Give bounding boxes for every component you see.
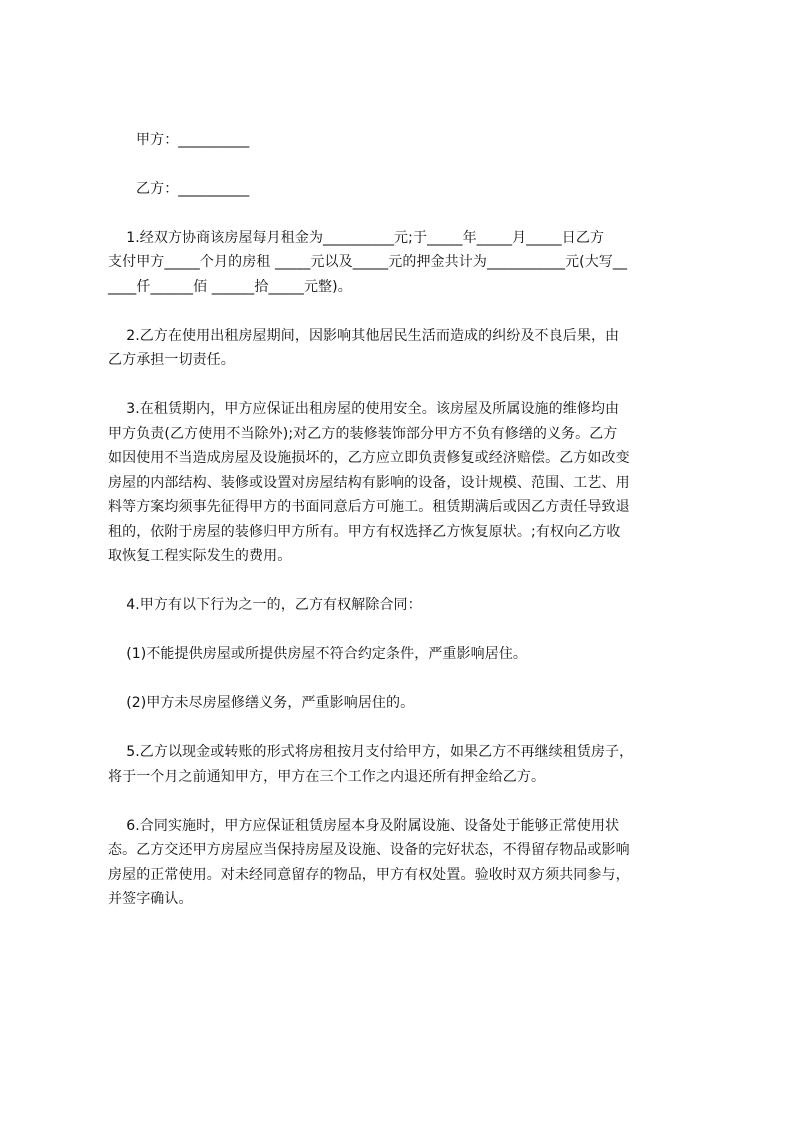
clause-2 [108, 324, 702, 373]
clause-5 [108, 740, 702, 789]
clause-line: 料等方案均须事先征得甲方的书面同意后方可施工。租赁期满后或因乙方责任导致退 [108, 499, 630, 515]
clause-line: 房屋的正常使用。对未经同意留存的物品，甲方有权处置。验收时双方须共同参与， [108, 866, 630, 883]
party-a-line: 甲方：__________ [136, 132, 250, 148]
clause-line: 5.乙方以现金或转账的形式将房租按月支付给甲方，如果乙方不再继续租赁房子， [108, 744, 634, 760]
clause-line: 将于一个月之前通知甲方，甲方在三个工作之内退还所有押金给乙方。 [108, 768, 546, 785]
clause-line: 支付甲方_____个月的房租 _____元以及_____元的押金共计为___________元(大写__ [108, 254, 628, 270]
clause-line: 甲方负责(乙方使用不当除外);对乙方的装修装饰部分甲方不负有修缮的义务。乙方 [108, 425, 618, 442]
clause-line: 如因使用不当造成房屋及设施损坏的，乙方应立即负责修复或经济赔偿。乙方如改变 [108, 450, 630, 466]
clause-line: 1.经双方协商该房屋每月租金为__________元;于_____年_____月_____日乙方 [108, 229, 605, 246]
clause-line: 取恢复工程实际发生的费用。 [108, 548, 292, 564]
clause-line: 房屋的内部结构、装修或设置对房屋结构有影响的设备，设计规模、范围、工艺、用 [108, 474, 630, 491]
clause-line: 租的，依附于房屋的装修归甲方所有。甲方有权选择乙方恢复原状。;有权向乙方收 [108, 523, 621, 540]
clause-line: 并签字确认。 [108, 891, 193, 907]
party-b-line: 乙方：__________ [136, 180, 250, 197]
clause-line: 3.在租赁期内，甲方应保证出租房屋的使用安全。该房屋及所属设施的维修均由 [108, 401, 620, 417]
clause-line: (2)甲方未尽房屋修缮义务，严重影响居住的。 [108, 695, 415, 711]
clause-line: (1)不能提供房屋或所提供房屋不符合约定条件，严重影响居住。 [108, 646, 528, 662]
contract-body [108, 128, 702, 912]
clause-4 [108, 593, 702, 618]
clause-4-item-2 [108, 691, 702, 716]
clause-line: ____仟______佰 ______拾_____元整)。 [108, 278, 352, 295]
clause-line: 6.合同实施时，甲方应保证租赁房屋本身及附属设施、设备处于能够正常使用状 [108, 817, 620, 834]
clause-4-item-1 [108, 642, 702, 667]
clause-line: 4.甲方有以下行为之一的，乙方有权解除合同： [108, 597, 422, 613]
clause-1 [108, 226, 702, 300]
clause-3 [108, 397, 702, 569]
clause-6 [108, 814, 702, 912]
clause-line: 2.乙方在使用出租房屋期间，因影响其他居民生活而造成的纠纷及不良后果，由 [108, 327, 620, 344]
clause-line: 态。乙方交还甲方房屋应当保持房屋及设施、设备的完好状态，不得留存物品或影响 [108, 842, 630, 858]
clause-line: 乙方承担一切责任。 [108, 352, 235, 368]
